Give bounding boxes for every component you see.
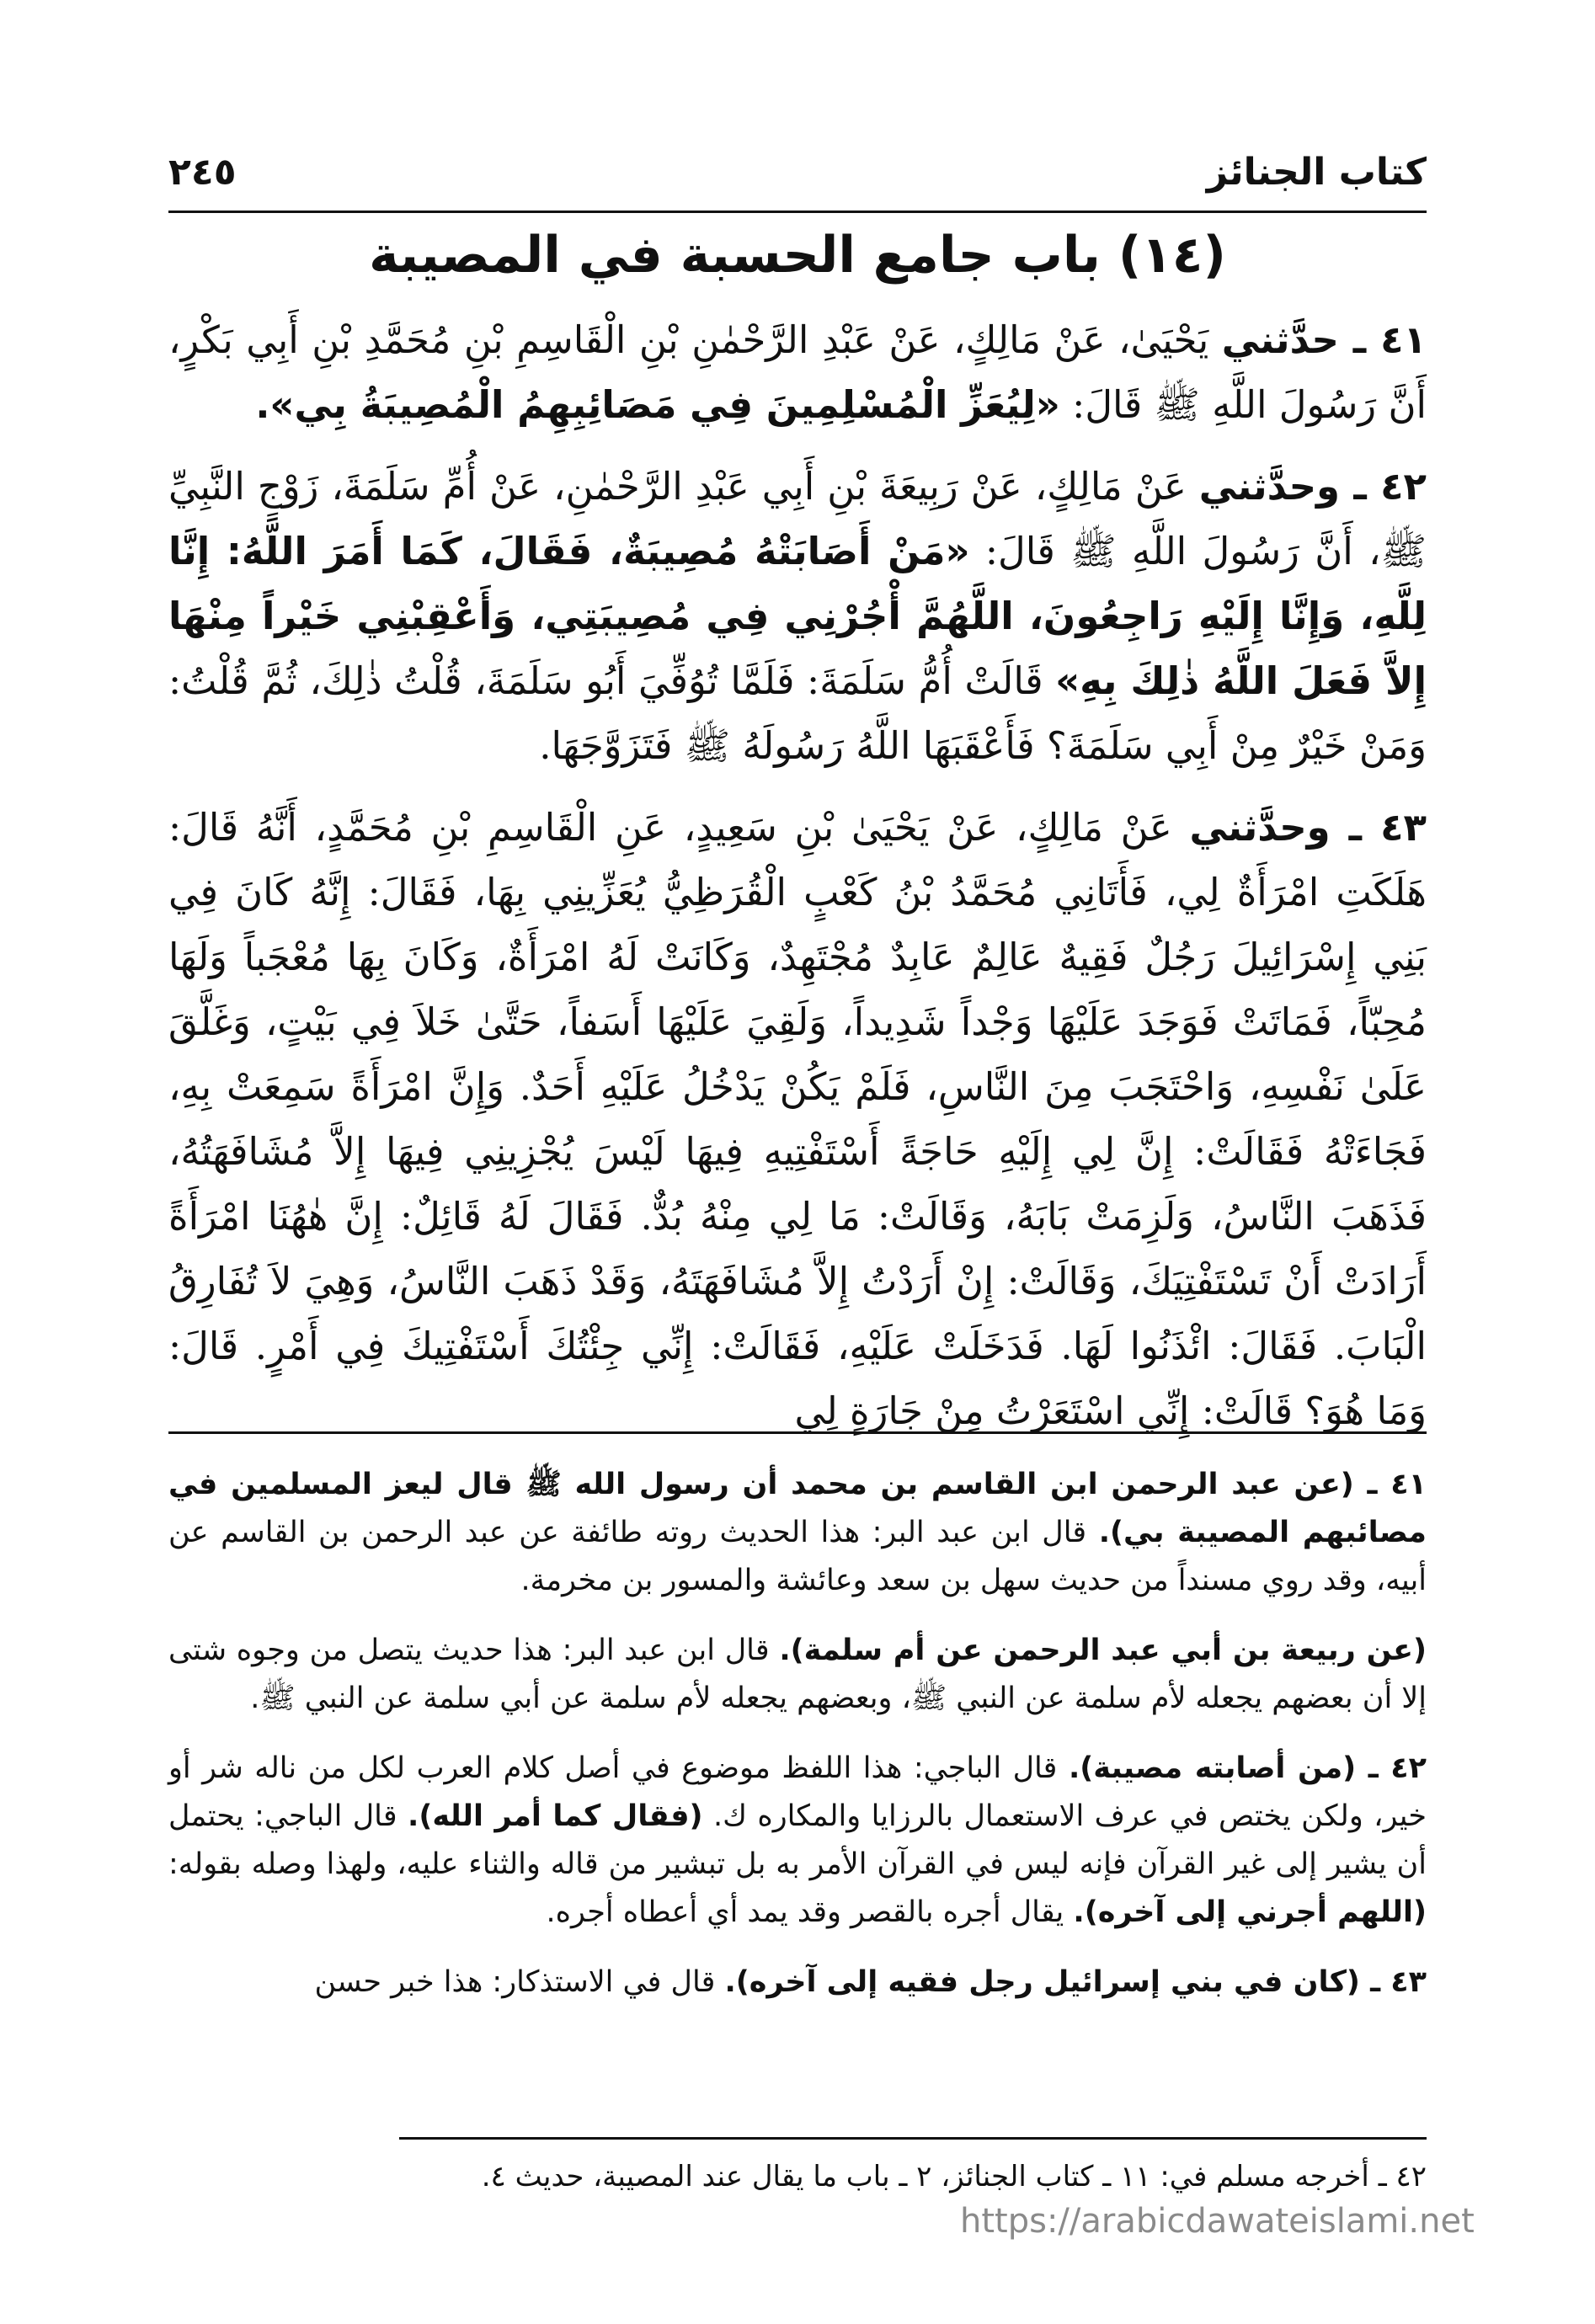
chapter-title: (١٤) باب جامع الحسبة في المصيبة xyxy=(369,226,1226,285)
hadith-42-quote: «مَنْ أَصَابَتْهُ مُصِيبَةٌ، فَقَالَ، كَمَا أَمَرَ اللَّهُ: إِنَّا لِلَّهِ، وَإِنَّا إِلَيْهِ رَاجِعُونَ، اللَّهُمَّ أْجُرْنِي فِي مُصِيبَتِي، وَأَعْقِبْنِي خَيْراً مِنْهَا إِلاَّ فَعَلَ اللَّهُ ذٰلِكَ بِهِ» xyxy=(168,529,1427,703)
commentary-42-text-2: قال الباجي: يحتمل أن يشير إلى غير القرآن فإنه ليس في القرآن الأمر به بل تبشير من قاله والثناء عليه، ولهذا وصله بقوله: xyxy=(168,1799,1427,1881)
commentary-43 xyxy=(168,1959,1427,2007)
footnote-divider xyxy=(399,2137,1427,2140)
commentary xyxy=(168,1461,1427,2028)
commentary-42-text-1: قال الباجي: هذا اللفظ موضوع في أصل كلام العرب لكل من ناله شر أو خير، ولكن يختص في عرف الاستعمال بالرزايا والمكاره ك. xyxy=(168,1751,1427,1833)
book-title: كتاب الجنائز xyxy=(1206,151,1427,194)
hadith-41-label: ٤١ ـ حدَّثني xyxy=(1221,317,1427,362)
hadith-41-text: يَحْيَىٰ، عَنْ مَالِكٍ، عَنْ عَبْدِ الرَّحْمٰنِ بْنِ الْقَاسِمِ بْنِ مُحَمَّدِ بْنِ أَبِي بَكْرٍ، أَنَّ رَسُولَ اللَّهِ ﷺ قَالَ: xyxy=(168,317,1427,427)
commentary-42-text-3: يقال أجره بالقصر وقد يمد أي أعطاه أجره. xyxy=(546,1895,1064,1929)
commentary-41-text: قال ابن عبد البر: هذا الحديث روته طائفة عن عبد الرحمن بن القاسم عن أبيه، وقد روي مسنداً من حديث سهل بن سعد وعائشة والمسور بن مخرمة. xyxy=(168,1516,1427,1597)
header-divider xyxy=(168,211,1427,213)
hadith-43-text: عَنْ مَالِكٍ، عَنْ يَحْيَىٰ بْنِ سَعِيدٍ، عَنِ الْقَاسِمِ بْنِ مُحَمَّدٍ، أَنَّهُ قَالَ: هَلَكَتِ امْرَأَةٌ لِي، فَأَتَانِي مُحَمَّدُ بْنُ كَعْبٍ الْقُرَظِيُّ يُعَزِّينِي بِهَا، فَقَالَ: إِنَّهُ كَانَ فِي بَنِي إِسْرَائِيلَ رَجُلٌ فَقِيهٌ عَالِمٌ عَابِدٌ مُجْتَهِدٌ، وَكَانَتْ لَهُ امْرَأَةٌ، وَكَانَ بِهَا مُعْجَباً وَلَهَا مُحِبّاً، فَمَاتَتْ فَوَجَدَ عَلَيْهَا وَجْداً شَدِيداً، وَلَقِيَ عَلَيْهَا أَسَفاً، حَتَّىٰ خَلاَ فِي بَيْتٍ، وَغَلَّقَ عَلَىٰ نَفْسِهِ، وَاحْتَجَبَ مِنَ النَّاسِ، فَلَمْ يَكُنْ يَدْخُلُ عَلَيْهِ أَحَدٌ. وَإِنَّ امْرَأَةً سَمِعَتْ بِهِ، فَجَاءَتْهُ فَقَالَتْ: إِنَّ لِي إِلَيْهِ حَاجَةً أَسْتَفْتِيهِ فِيهَا لَيْسَ يُجْزِينِي فِيهَا إِلاَّ مُشَافَهَتُهُ، فَذَهَبَ النَّاسُ، وَلَزِمَتْ بَابَهُ، وَقَالَتْ: مَا لِي مِنْهُ بُدٌّ. فَقَالَ لَهُ قَائِلٌ: إِنَّ هٰهُنَا امْرَأَةً أَرَادَتْ أَنْ تَسْتَفْتِيَكَ، وَقَالَتْ: إِنْ أَرَدْتُ إِلاَّ مُشَافَهَتَهُ، وَقَدْ ذَهَبَ النَّاسُ، وَهِيَ لاَ تُفَارِقُ الْبَابَ. فَقَالَ: ائْذَنُوا لَهَا. فَدَخَلَتْ عَلَيْهِ، فَقَالَتْ: إِنِّي جِئْتُكَ أَسْتَفْتِيكَ فِي أَمْرٍ. قَالَ: وَمَا هُوَ؟ قَالَتْ: إِنِّي اسْتَعَرْتُ مِنْ جَارَةٍ لِي xyxy=(168,805,1427,1433)
hadith-42-text-1: عَنْ مَالِكٍ، عَنْ رَبِيعَةَ بْنِ أَبِي عَبْدِ الرَّحْمٰنِ، عَنْ أُمِّ سَلَمَةَ، زَوْجِ النَّبِيِّ ﷺ، أَنَّ رَسُولَ اللَّهِ ﷺ قَالَ: xyxy=(168,464,1427,573)
commentary-42 xyxy=(168,1745,1427,1937)
hadith-43-label: ٤٣ ـ وحدَّثني xyxy=(1189,805,1427,850)
hadith-text xyxy=(168,307,1427,1460)
commentary-divider xyxy=(168,1431,1427,1434)
commentary-rabia-text: قال ابن عبد البر: هذا حديث يتصل من وجوه شتى إلا أن بعضهم يجعله لأم سلمة عن النبي ﷺ، وبعضهم يجعله لأم سلمة عن أبي سلمة عن النبي ﷺ. xyxy=(168,1634,1427,1715)
commentary-42-heading: ٤٢ ـ (من أصابته مصيبة). xyxy=(1068,1751,1427,1785)
commentary-41 xyxy=(168,1461,1427,1605)
hadith-42-text-2: قَالَتْ أُمُّ سَلَمَةَ: فَلَمَّا تُوُفِّيَ أَبُو سَلَمَةَ، قُلْتُ ذٰلِكَ، ثُمَّ قُلْتُ: وَمَنْ خَيْرٌ مِنْ أَبِي سَلَمَةَ؟ فَأَعْقَبَهَا اللَّهُ رَسُولَهُ ﷺ فَتَزَوَّجَهَا. xyxy=(168,658,1427,768)
commentary-42-heading-3: (اللهم أجرني إلى آخره). xyxy=(1073,1895,1427,1929)
hadith-43 xyxy=(168,795,1427,1443)
commentary-41-heading: ٤١ ـ (عن عبد الرحمن ابن القاسم بن محمد أن رسول الله ﷺ قال ليعز المسلمين في مصائبهم المصيبة بي). xyxy=(168,1468,1427,1549)
hadith-42-label: ٤٢ ـ وحدَّثني xyxy=(1198,464,1427,509)
page-header xyxy=(168,135,1427,194)
hadith-41 xyxy=(168,307,1427,437)
hadith-41-quote: «لِيُعَزِّ الْمُسْلِمِينَ فِي مَصَائِبِهِمُ الْمُصِيبَةُ بِي». xyxy=(255,382,1060,427)
commentary-rabia-heading: (عن ربيعة بن أبي عبد الرحمن عن أم سلمة). xyxy=(779,1634,1427,1667)
footnote: ٤٢ ـ أخرجه مسلم في: ١١ ـ كتاب الجنائز، ٢ ـ باب ما يقال عند المصيبة، حديث ٤. xyxy=(481,2160,1427,2193)
commentary-43-heading: ٤٣ ـ (كان في بني إسرائيل رجل فقيه إلى آخره). xyxy=(724,1965,1427,1999)
page-number: ٢٤٥ xyxy=(168,151,237,194)
watermark-url: https://arabicdawateislami.net xyxy=(960,2202,1475,2241)
commentary-42-heading-2: (فقال كما أمر الله). xyxy=(408,1799,703,1833)
commentary-43-text: قال في الاستذكار: هذا خبر حسن xyxy=(314,1965,716,1999)
commentary-rabia xyxy=(168,1627,1427,1723)
hadith-42 xyxy=(168,454,1427,778)
